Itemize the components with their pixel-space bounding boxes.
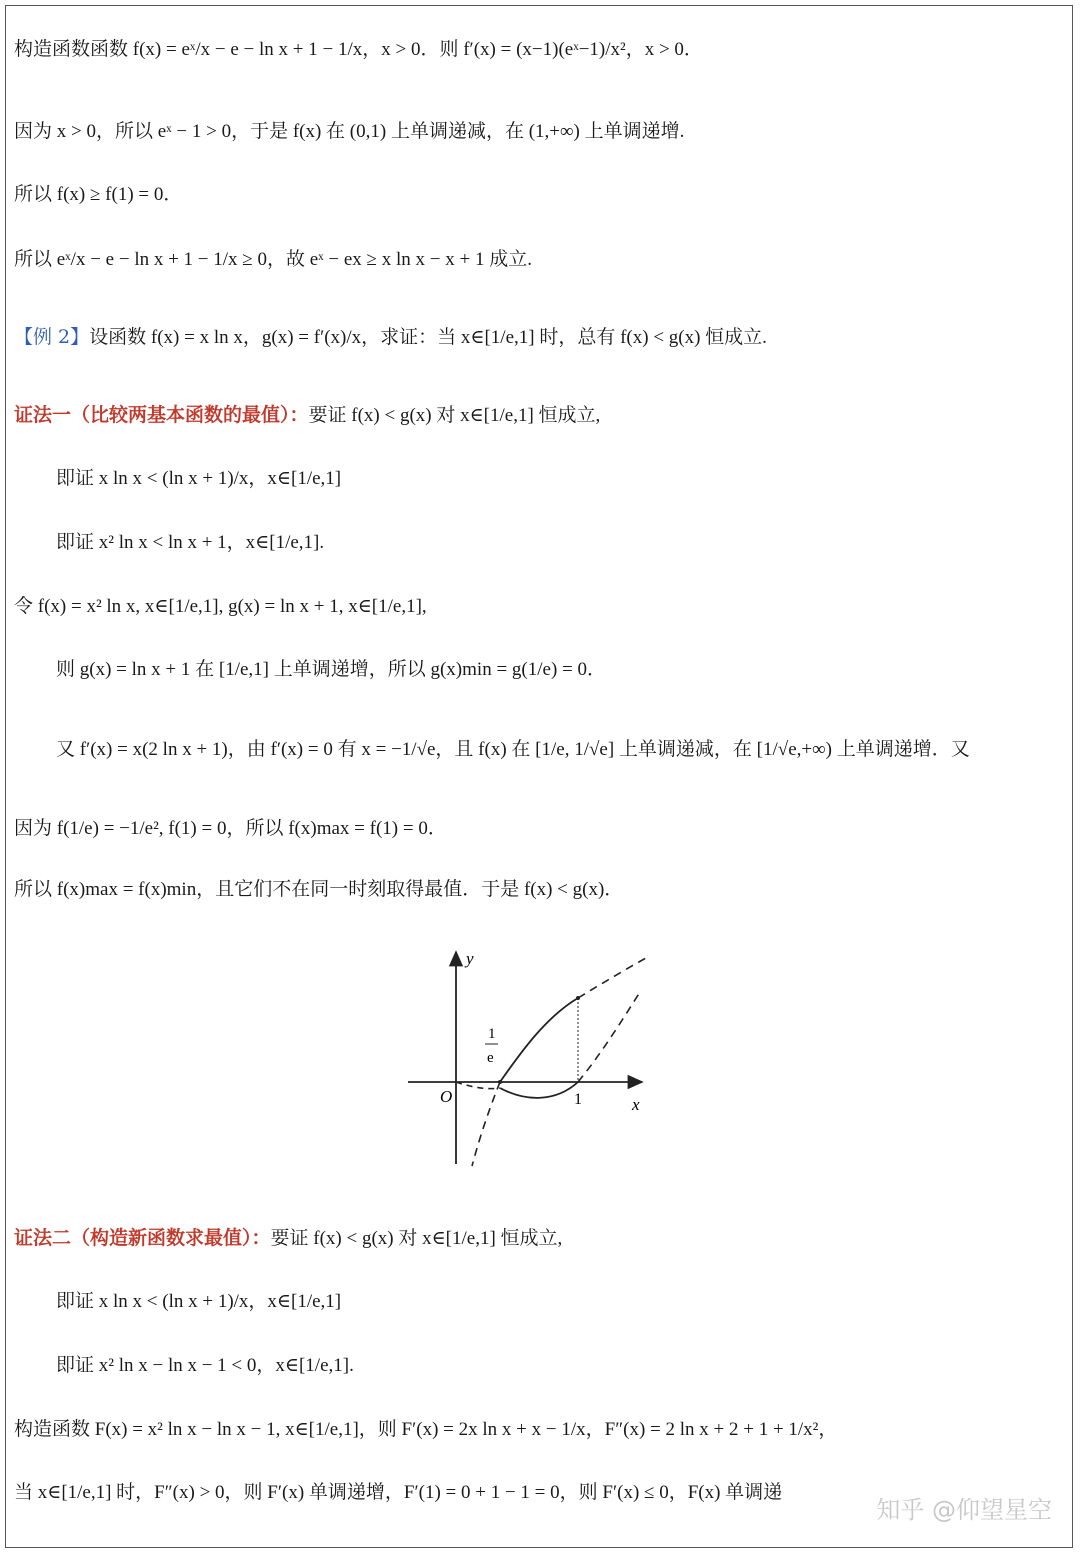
origin-label: O: [440, 1087, 453, 1106]
curve-f-dashed-left: [456, 1082, 500, 1089]
curve-f-solid: [500, 1082, 578, 1098]
proof-2-heading: 证法二（构造新函数求最值）：要证 f(x) < g(x) 对 x∈[1/e,1] 恒成立,: [14, 1227, 563, 1249]
line-11: 又 f′(x) = x(2 ln x + 1)，由 f′(x) = 0 有 x = −1/√e，且 f(x) 在 [1/e, 1/√e] 上单调递减，在 [1/√e,+∞) 上单调递增．又: [56, 739, 970, 760]
line-9: 令 f(x) = x² ln x, x∈[1/e,1], g(x) = ln x + 1, x∈[1/e,1],: [14, 596, 427, 617]
line-13: 所以 f(x)max = f(x)min，且它们不在同一时刻取得最值．于是 f(x) < g(x)．: [14, 879, 624, 900]
line-12: 因为 f(1/e) = −1/e², f(1) = 0，所以 f(x)max = f(1) = 0．: [14, 818, 447, 839]
curve-f-dashed-right: [578, 992, 640, 1082]
example-label: 【例 2】: [14, 326, 90, 348]
line-10: 则 g(x) = ln x + 1 在 [1/e,1] 上单调递增，所以 g(x)min = g(1/e) = 0．: [56, 659, 606, 680]
proof-1-heading: 证法一（比较两基本函数的最值）：要证 f(x) < g(x) 对 x∈[1/e,1] 恒成立,: [14, 404, 601, 426]
point-1-over-e: [498, 1080, 502, 1084]
proof-1-label: 证法一（比较两基本函数的最值）：: [14, 404, 309, 426]
example-2-statement: 【例 2】设函数 f(x) = x ln x，g(x) = f′(x)/x，求证：当 x∈[1/e,1] 时，总有 f(x) < g(x) 恒成立.: [14, 326, 767, 348]
line-4: 所以 eˣ/x − e − ln x + 1 − 1/x ≥ 0，故 eˣ − ex ≥ x ln x − x + 1 成立.: [14, 249, 532, 270]
line-1: 构造函数函数 f(x) = eˣ/x − e − ln x + 1 − 1/x，x > 0．则 f′(x) = (x−1)(eˣ−1)/x²，x > 0．: [14, 39, 703, 60]
line-3: 所以 f(x) ≥ f(1) = 0．: [14, 184, 183, 205]
watermark: 知乎 @仰望星空: [876, 1496, 1052, 1524]
curve-g-dashed-left: [472, 1082, 500, 1166]
line-7: 即证 x ln x < (ln x + 1)/x，x∈[1/e,1]: [56, 468, 342, 489]
point-g-1: [576, 996, 580, 1000]
line-18: 当 x∈[1/e,1] 时，F″(x) > 0，则 F′(x) 单调递增，F′(1) = 0 + 1 − 1 = 0，则 F′(x) ≤ 0，F(x) 单调递: [14, 1482, 783, 1503]
tick-label-one: 1: [574, 1091, 582, 1108]
proof-2-label: 证法二（构造新函数求最值）：: [14, 1227, 271, 1249]
tick-frac-numerator: 1: [488, 1026, 496, 1042]
function-graph: [396, 942, 656, 1168]
line-2: 因为 x > 0，所以 eˣ − 1 > 0，于是 f(x) 在 (0,1) 上单调递减，在 (1,+∞) 上单调递增.: [14, 121, 685, 142]
y-axis-label: y: [466, 949, 474, 968]
line-16: 即证 x² ln x − ln x − 1 < 0，x∈[1/e,1].: [56, 1355, 354, 1376]
line-8: 即证 x² ln x < ln x + 1，x∈[1/e,1].: [56, 532, 325, 553]
line-17: 构造函数 F(x) = x² ln x − ln x − 1, x∈[1/e,1]，则 F′(x) = 2x ln x + x − 1/x，F″(x) = 2 ln x + 2 + 1 + 1/x²，: [14, 1419, 838, 1440]
line-15: 即证 x ln x < (ln x + 1)/x，x∈[1/e,1]: [56, 1291, 342, 1312]
page-border: [5, 5, 1073, 1548]
curve-g-dashed-right: [578, 958, 646, 998]
x-axis-label: x: [632, 1095, 640, 1114]
tick-frac-denominator: e: [487, 1050, 494, 1066]
curve-g-solid: [500, 998, 578, 1082]
